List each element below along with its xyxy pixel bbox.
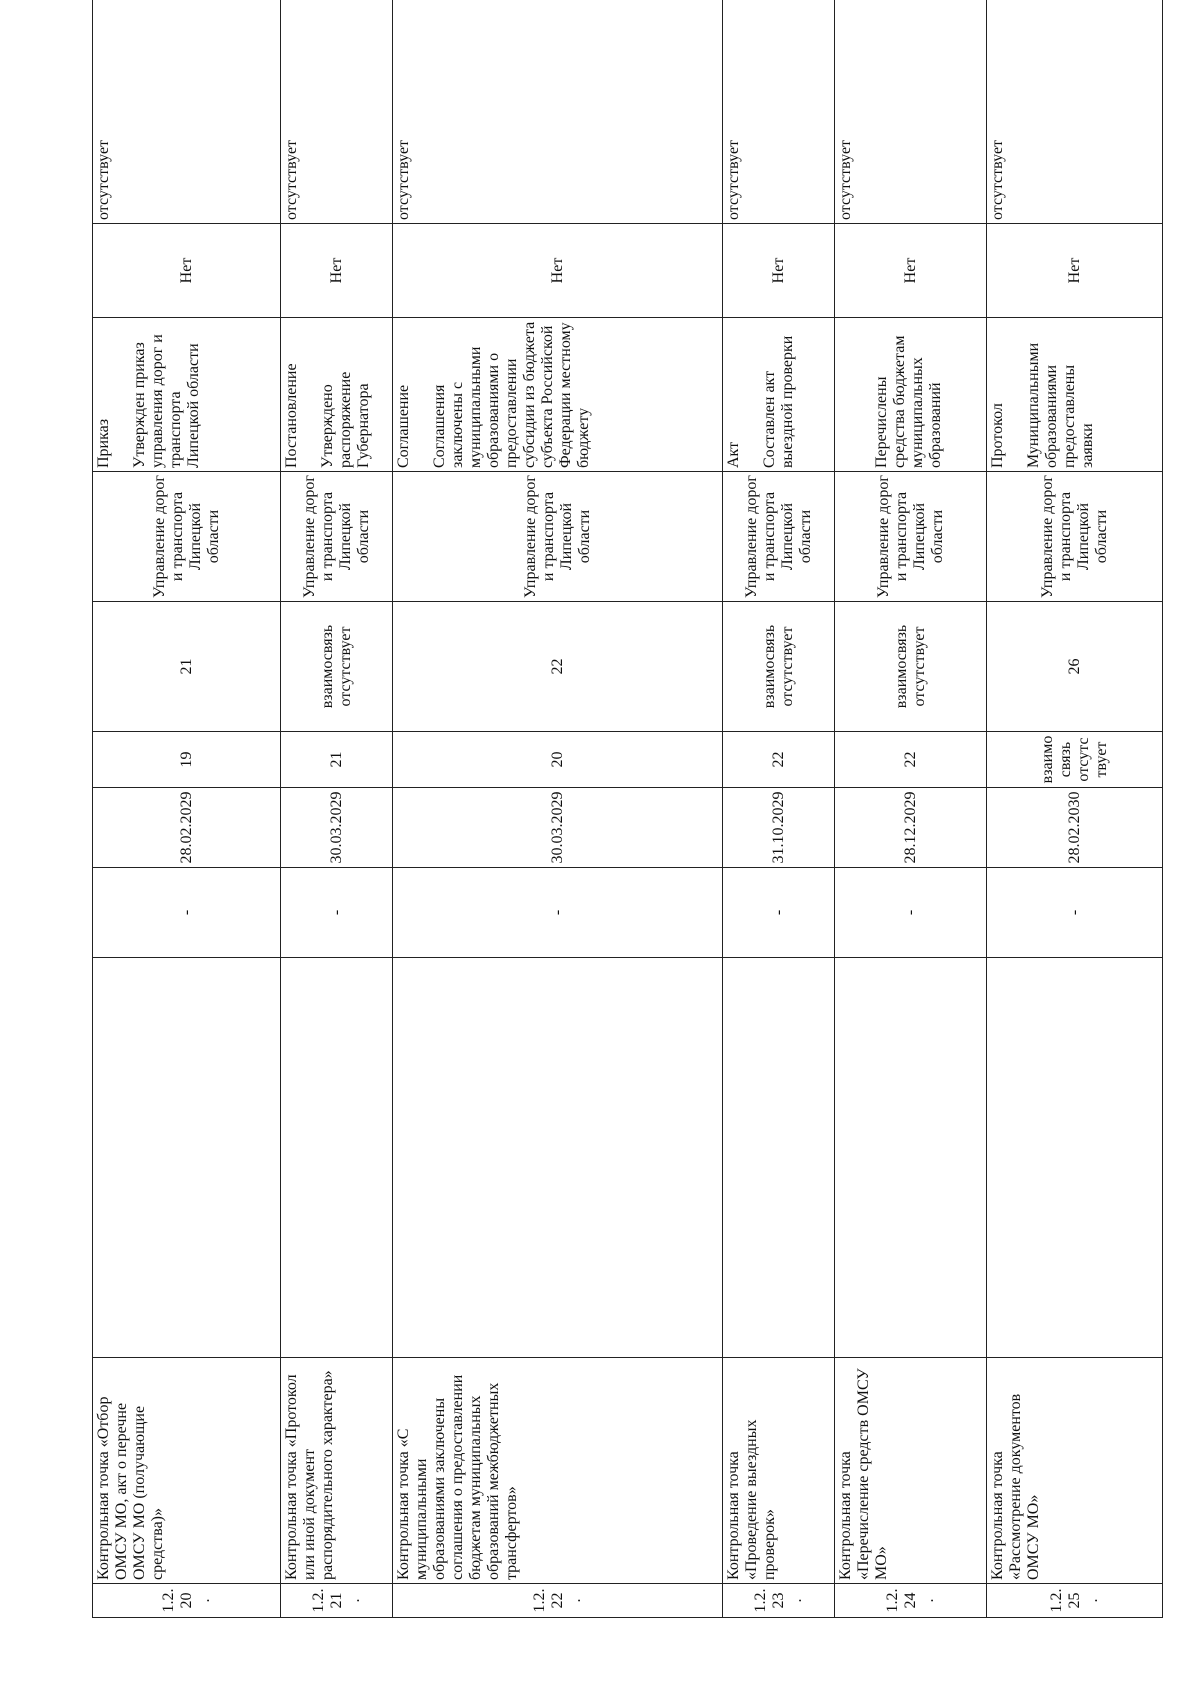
document-type: Приказ: [95, 418, 112, 468]
date-cell: 28.02.2030: [987, 788, 1163, 868]
dash-cell: -: [987, 868, 1163, 958]
date-cell: 30.03.2029: [393, 788, 723, 868]
empty-cell: [835, 958, 987, 1358]
dash-cell: -: [393, 868, 723, 958]
row-number: 1.2.22: [530, 1588, 566, 1613]
status-cell: отсутствует: [93, 0, 281, 224]
document-cell: [987, 318, 1163, 472]
executor-cell: Управление дорог и транспорта Липецкой области: [987, 472, 1163, 602]
control-point-name: Контрольная точка «Протокол или иной документ распорядительного характера»: [281, 1358, 393, 1584]
row-number: 1.2.25: [1047, 1588, 1083, 1613]
executor-cell: Управление дорог и транспорта Липецкой области: [393, 472, 723, 602]
document-cell: [281, 318, 393, 472]
flag-cell: Нет: [835, 224, 987, 318]
table-row: [281, 0, 393, 1618]
successor-cell: 21: [93, 602, 281, 732]
predecessor-cell: 22: [835, 732, 987, 788]
date-cell: 28.12.2029: [835, 788, 987, 868]
row-number-cell: [281, 1584, 393, 1618]
row-number-dot: .: [787, 1598, 805, 1603]
status-cell: отсутствует: [835, 0, 987, 224]
document-description: Утвержден приказ управления дорог и транспорта Липецкой области: [131, 334, 202, 468]
row-number: 1.2.21: [309, 1588, 345, 1613]
row-number: 1.2.24: [883, 1588, 919, 1613]
rotated-table-wrapper: [92, 0, 1162, 1618]
successor-cell: взаимосвязь отсутствует: [281, 602, 393, 732]
row-number-cell: [723, 1584, 835, 1618]
status-cell: отсутствует: [281, 0, 393, 224]
row-number-cell: [93, 1584, 281, 1618]
executor-cell: Управление дорог и транспорта Липецкой области: [835, 472, 987, 602]
successor-cell: 26: [987, 602, 1163, 732]
predecessor-cell: 20: [393, 732, 723, 788]
dash-cell: -: [835, 868, 987, 958]
table-row: [835, 0, 987, 1618]
control-point-name: Контрольная точка «С муниципальными образованиями заключены соглашения о предоставлении бюджетам муниципальных образований межбюджетных трансфертов»: [393, 1358, 723, 1584]
flag-cell: Нет: [93, 224, 281, 318]
document-type: Протокол: [989, 403, 1006, 468]
document-type: [837, 321, 855, 468]
empty-cell: [987, 958, 1163, 1358]
status-cell: отсутствует: [723, 0, 835, 224]
document-description: Составлен акт выездной проверки: [761, 335, 796, 468]
date-cell: 31.10.2029: [723, 788, 835, 868]
table-row: [393, 0, 723, 1618]
document-type: Акт: [725, 441, 742, 468]
executor-cell: Управление дорог и транспорта Липецкой области: [723, 472, 835, 602]
date-cell: 30.03.2029: [281, 788, 393, 868]
empty-cell: [281, 958, 393, 1358]
row-number-cell: [393, 1584, 723, 1618]
flag-cell: Нет: [987, 224, 1163, 318]
empty-cell: [93, 958, 281, 1358]
predecessor-cell: 19: [93, 732, 281, 788]
document-cell: [93, 318, 281, 472]
document-type: Соглашение: [395, 384, 412, 468]
predecessor-cell: взаимосвязь отсутствует: [987, 732, 1163, 788]
row-number-dot: .: [1083, 1598, 1101, 1603]
control-point-name: Контрольная точка «Рассмотрение документов ОМСУ МО»: [987, 1358, 1163, 1584]
document-description: Перечислены средства бюджетам муниципальных образований: [873, 335, 944, 468]
table-row: [987, 0, 1163, 1618]
document-description: Утверждено распоряжение Губернатора: [319, 371, 372, 468]
successor-cell: взаимосвязь отсутствует: [723, 602, 835, 732]
executor-cell: Управление дорог и транспорта Липецкой области: [93, 472, 281, 602]
predecessor-cell: 21: [281, 732, 393, 788]
row-number-dot: .: [919, 1598, 937, 1603]
flag-cell: Нет: [393, 224, 723, 318]
row-number-cell: [987, 1584, 1163, 1618]
document-cell: [723, 318, 835, 472]
dash-cell: -: [723, 868, 835, 958]
control-point-name: Контрольная точка «Проведение выездных проверок»: [723, 1358, 835, 1584]
row-number-dot: .: [345, 1598, 363, 1603]
document-cell: [393, 318, 723, 472]
control-point-name: Контрольная точка «Отбор ОМСУ МО, акт о перечне ОМСУ МО (получающие средства)»: [93, 1358, 281, 1584]
successor-cell: 22: [393, 602, 723, 732]
document-description: Муниципальными образованиями предоставлены заявки: [1025, 342, 1096, 468]
status-cell: отсутствует: [987, 0, 1163, 224]
row-number-dot: .: [566, 1598, 584, 1603]
document-type: Постановление: [283, 363, 300, 468]
row-number-cell: [835, 1584, 987, 1618]
flag-cell: Нет: [281, 224, 393, 318]
predecessor-cell: 22: [723, 732, 835, 788]
executor-cell: Управление дорог и транспорта Липецкой области: [281, 472, 393, 602]
control-points-table: [92, 0, 1163, 1618]
table-row: [93, 0, 281, 1618]
row-number-dot: .: [195, 1598, 213, 1603]
empty-cell: [393, 958, 723, 1358]
flag-cell: Нет: [723, 224, 835, 318]
date-cell: 28.02.2029: [93, 788, 281, 868]
document-description: Соглашения заключены с муниципальными образованиями о предоставлении субсидии из бюджета субъекта Российской Федерации местному бюджету: [431, 321, 592, 468]
empty-cell: [723, 958, 835, 1358]
row-number: 1.2.20: [159, 1588, 195, 1613]
status-cell: отсутствует: [393, 0, 723, 224]
control-point-name: Контрольная точка «Перечисление средств ОМСУ МО»: [835, 1358, 987, 1584]
dash-cell: -: [93, 868, 281, 958]
document-cell: [835, 318, 987, 472]
table-row: [723, 0, 835, 1618]
successor-cell: взаимосвязь отсутствует: [835, 602, 987, 732]
dash-cell: -: [281, 868, 393, 958]
row-number: 1.2.23: [751, 1588, 787, 1613]
